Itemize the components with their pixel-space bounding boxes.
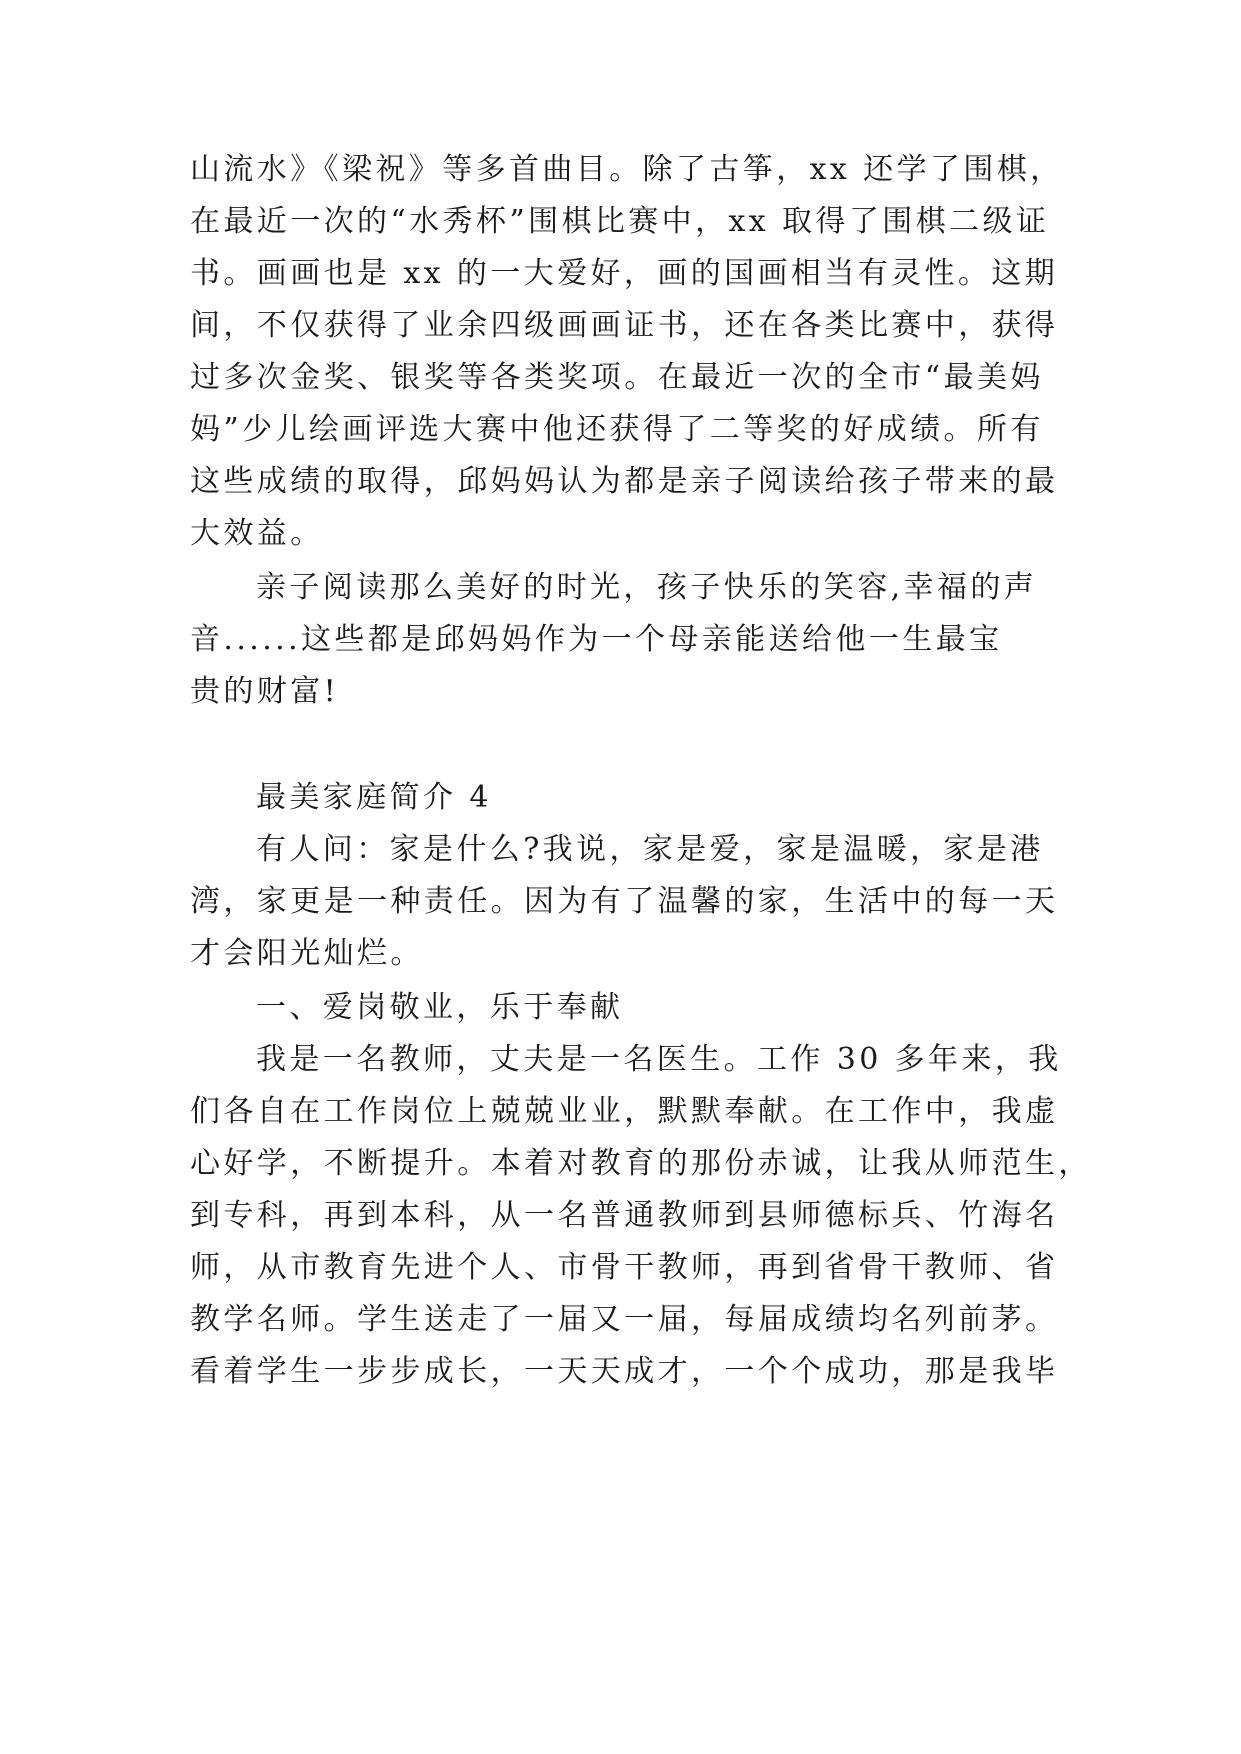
- text-line: 们各自在工作岗位上兢兢业业，默默奉献。在工作中，我虚: [190, 1094, 1059, 1129]
- text-line: 我是一名教师，丈夫是一名医生。工作 30 多年来，我: [256, 1042, 1062, 1077]
- text-line: 贵的财富!: [190, 674, 340, 709]
- text-line: 有人问：家是什么?我说，家是爱，家是温暖，家是港: [256, 832, 1044, 867]
- text-line: 到专科，再到本科，从一名普通教师到县师德标兵、竹海名: [190, 1198, 1059, 1233]
- text-line: 在最近一次的“水秀杯”围棋比赛中，xx 取得了围棋二级证: [190, 204, 1050, 239]
- text-line: 过多次金奖、银奖等各类奖项。在最近一次的全市“最美妈: [190, 360, 1044, 395]
- text-line: 师，从市教育先进个人、市骨干教师，再到省骨干教师、省: [190, 1250, 1059, 1285]
- text-line: 书。画画也是 xx 的一大爱好，画的国画相当有灵性。这期: [190, 256, 1059, 291]
- text-line: 山流水》《梁祝》等多首曲目。除了古筝，xx 还学了围棋，: [190, 152, 1064, 187]
- text-line: 湾，家更是一种责任。因为有了温馨的家，生活中的每一天: [190, 884, 1059, 919]
- text-line: 看着学生一步步成长，一天天成才，一个个成功，那是我毕: [190, 1354, 1059, 1389]
- text-line: 间，不仅获得了业余四级画画证书，还在各类比赛中，获得: [190, 308, 1059, 343]
- text-line: 亲子阅读那么美好的时光，孩子快乐的笑容,幸福的声: [256, 570, 1038, 605]
- text-line: 才会阳光灿烂。: [190, 936, 424, 971]
- text-line: 妈”少儿绘画评选大赛中他还获得了二等奖的好成绩。所有: [190, 412, 1044, 447]
- subheading: 一、爱岗敬业，乐于奉献: [256, 990, 624, 1025]
- text-line: 教学名师。学生送走了一届又一届，每届成绩均名列前茅。: [190, 1302, 1059, 1337]
- text-line: 音......这些都是邱妈妈作为一个母亲能送给他一生最宝: [190, 622, 1003, 657]
- text-line: 大效益。: [190, 516, 324, 551]
- section-heading: 最美家庭简介 4: [256, 780, 492, 815]
- text-line: 这些成绩的取得，邱妈妈认为都是亲子阅读给孩子带来的最: [190, 464, 1059, 499]
- text-line: 心好学，不断提升。本着对教育的那份赤诚，让我从师范生，: [190, 1146, 1092, 1181]
